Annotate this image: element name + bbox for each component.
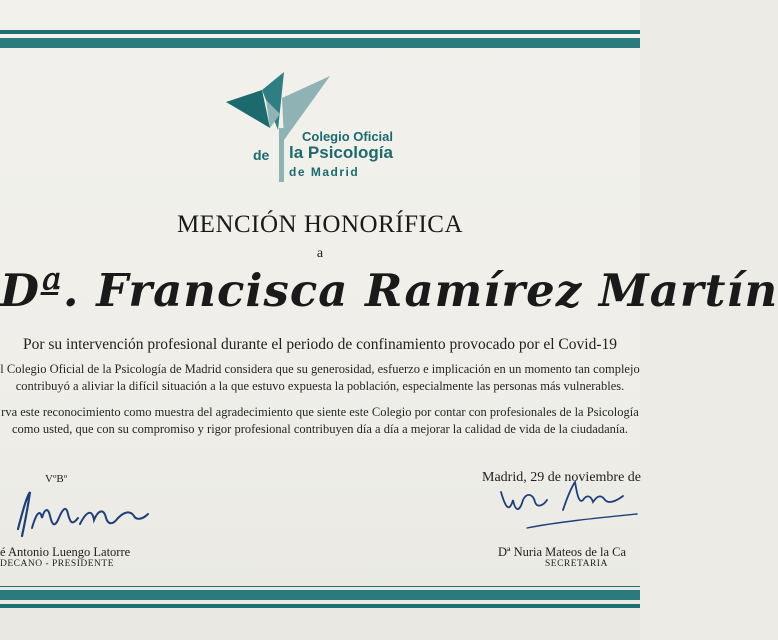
top-border-thin — [0, 30, 640, 34]
secretary-signature — [497, 470, 640, 550]
president-role: DECANO - PRESIDENTE — [0, 559, 114, 569]
paragraph-2-line-1: rva este reconocimiento como muestra del agradecimiento que siente este Colegio por contar con profesionales de la Psicología — [1, 405, 639, 419]
paragraph-2-line-2: como usted, que con su compromiso y rigor profesional contribuyen día a día a mejorar la calidad de vida de la ciudadanía. — [11, 422, 629, 436]
college-logo — [222, 70, 422, 185]
logo-line-1: Colegio Oficial — [302, 129, 394, 144]
vobo-label: VºBº — [45, 473, 68, 485]
paragraph-1-line-2: contribuyó a aliviar la difícil situación a la que estuvo expuesta la población, especialmente las personas más vulnerables. — [15, 379, 625, 393]
preposition-a: a — [316, 246, 324, 261]
secretary-role: SECRETARIA — [545, 559, 608, 569]
paragraph-2 — [0, 404, 640, 438]
paragraph-1-line-1: l Colegio Oficial de la Psicología de Madrid considera que su generosidad, esfuerzo e implicación en un momento tan complejo — [0, 362, 640, 376]
date-line: Madrid, 29 de noviembre de — [482, 470, 642, 485]
paragraph-1 — [0, 361, 640, 395]
president-name: é Antonio Luengo Latorre — [0, 545, 131, 559]
top-border-thick — [0, 38, 640, 48]
bottom-border-hairline — [0, 586, 640, 587]
logo-line-2: la Psicología — [289, 143, 393, 162]
secretary-name: Dª Nuria Mateos de la Ca — [498, 545, 627, 559]
recipient-name: Dª. Francisca Ramírez Martín — [0, 264, 778, 317]
logo-line-3: de Madrid — [289, 165, 360, 179]
certificate-title: MENCIÓN HONORÍFICA — [176, 211, 464, 238]
logo-prefix: de — [253, 147, 270, 163]
bottom-border-thick — [0, 590, 640, 600]
bottom-border-thin — [0, 604, 640, 608]
president-signature — [8, 484, 158, 549]
reason-line: Por su intervención profesional durante el periodo de confinamiento provocado por el Covid-19 — [22, 336, 617, 353]
